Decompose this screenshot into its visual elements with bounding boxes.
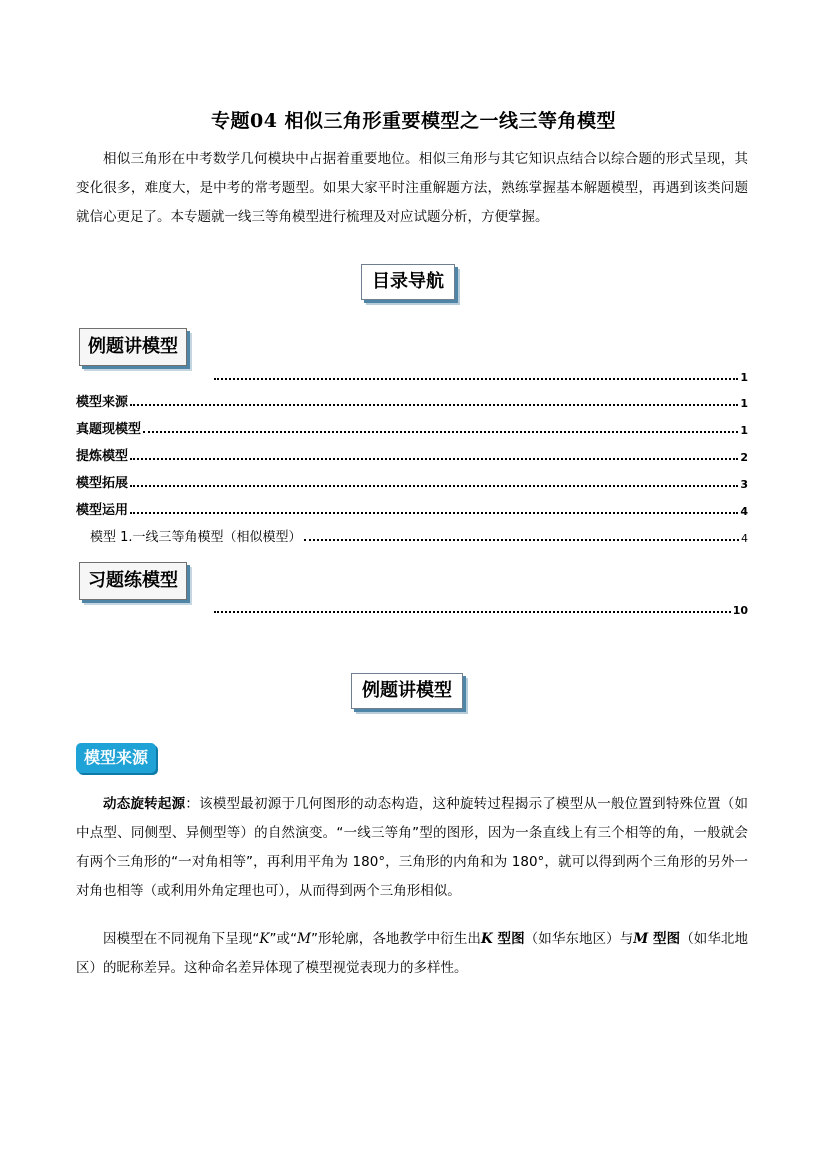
toc-entry-label: 真题现模型 — [76, 422, 142, 437]
page-title: 专题04 相似三角形重要模型之一线三等角模型 — [210, 110, 617, 132]
toc-leader — [130, 403, 738, 406]
letter-k-bold: K — [480, 931, 493, 947]
toc-leader — [130, 457, 738, 460]
toc-entry[interactable] — [76, 392, 748, 410]
toc-page-number: 3 — [740, 478, 748, 491]
paragraph-lead: 动态旋转起源 — [103, 796, 186, 812]
toc-entry[interactable] — [76, 446, 748, 464]
toc-entry-label: 提炼模型 — [76, 449, 129, 464]
paragraph-naming — [76, 925, 748, 983]
text-run: 因模型在不同视角下呈现“ — [103, 931, 260, 947]
paragraph-text: ：该模型最初源于几何图形的动态构造，这种旋转过程揭示了模型从一般位置到特殊位置（如中点型、同侧型、异侧型等）的自然演变。“一线三等角”型的图形，因为一条直线上有三个相等的角，一般就会有两个三角形的“一对角相等”，再利用平角为 180°，三角形的内角和为 180°，就可以得到两个三角形的另外一对角也相等（或利用外角定理也可），从而得到两个三角形相似。 — [76, 796, 749, 899]
section-heading-examples: 例题讲模型 — [351, 673, 463, 709]
toc-page-number: 2 — [740, 451, 748, 464]
toc-entry-label: 模型拓展 — [76, 476, 129, 491]
intro-paragraph: 相似三角形在中考数学几何模块中占据着重要地位。相似三角形与其它知识点结合以综合题的形式呈现，其变化很多，难度大，是中考的常考题型。如果大家平时注重解题方法，熟练掌握基本解题模型，再遇到该类问题就信心更足了。本专题就一线三等角模型进行梳理及对应试题分析，方便掌握。 — [76, 151, 748, 225]
text-run: （如华东地区）与 — [524, 931, 634, 947]
toc-entry-label: 模型来源 — [76, 395, 129, 410]
toc-leader — [143, 430, 738, 433]
toc-page-number: 1 — [740, 424, 748, 437]
toc-entry-exercises[interactable] — [212, 599, 748, 617]
letter-k: K — [259, 931, 270, 947]
letter-m-bold: M — [633, 931, 649, 947]
toc-entry[interactable] — [76, 419, 748, 437]
toc-leader — [214, 377, 738, 380]
text-run: ”或“ — [269, 931, 298, 947]
toc-entry[interactable] — [76, 473, 748, 491]
text-run: （如华北地区）的昵称差异。这种命名差异体现了模型视觉表现力的多样性。 — [76, 931, 749, 976]
toc-section-exercises[interactable]: 习题练模型 — [79, 562, 187, 600]
toc-section-examples[interactable]: 例题讲模型 — [79, 328, 187, 366]
model-source-tag: 模型来源 — [76, 743, 156, 773]
letter-m: M — [297, 931, 311, 947]
toc-page-number: 10 — [732, 604, 748, 617]
toc-sub-entry[interactable] — [76, 527, 748, 545]
toc-heading: 目录导航 — [361, 264, 455, 300]
k-type-label: 型图 — [492, 931, 525, 947]
m-type-label: 型图 — [648, 931, 681, 947]
toc-page-number: 1 — [740, 397, 748, 410]
toc-entry-examples[interactable] — [212, 366, 748, 384]
toc-entry-label: 模型 1.一线三等角模型（相似模型） — [90, 530, 302, 545]
toc-entry[interactable] — [76, 500, 748, 518]
toc-leader — [304, 538, 739, 541]
toc-page-number: 1 — [740, 371, 748, 384]
text-run: ”形轮廓，各地教学中衍生出 — [310, 931, 481, 947]
toc-leader — [214, 610, 731, 613]
toc-leader — [130, 484, 738, 487]
paragraph-origin — [76, 790, 748, 906]
toc-entry-label: 模型运用 — [76, 503, 129, 518]
toc-page-number: 4 — [740, 505, 748, 518]
toc-page-number: 4 — [741, 532, 748, 545]
toc-leader — [130, 511, 738, 514]
